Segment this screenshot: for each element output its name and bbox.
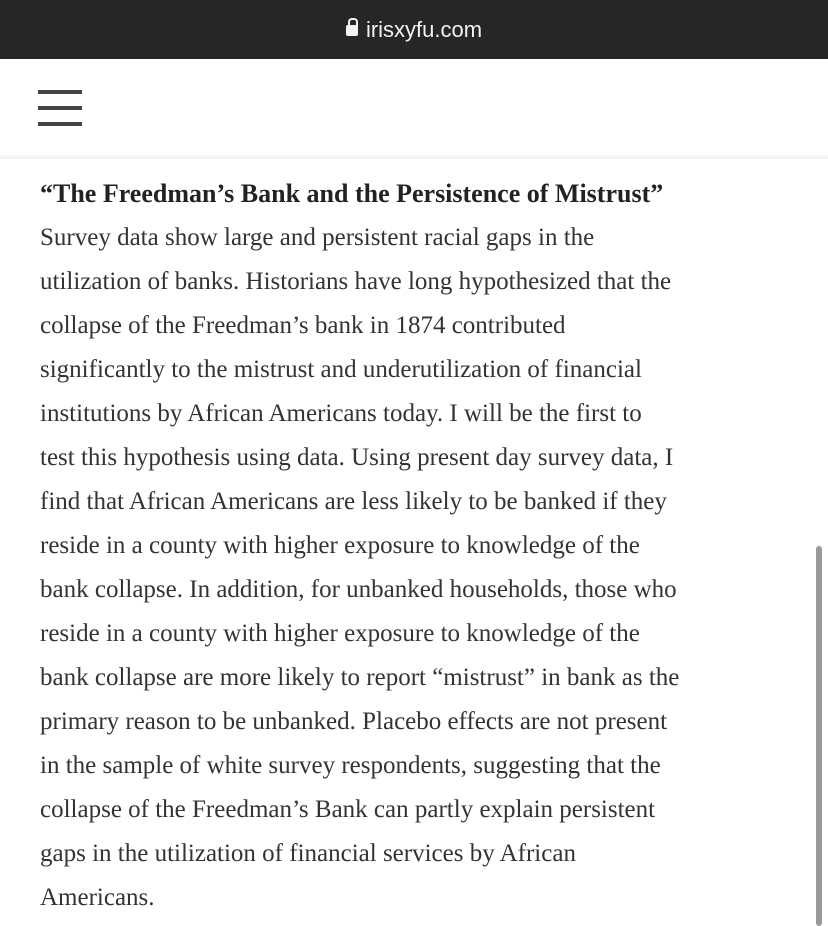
article-body: [40, 216, 810, 920]
article-text-line: bank collapse are more likely to report “mistrust” in bank as the: [40, 664, 680, 691]
browser-address-bar[interactable]: [0, 0, 828, 59]
article-title: “The Freedman’s Bank and the Persistence of Mistrust”: [40, 179, 664, 208]
article-text-line: reside in a county with higher exposure to knowledge of the: [40, 532, 640, 559]
scrollbar[interactable]: [816, 546, 822, 926]
article-text-line: Survey data show large and persistent racial gaps in the: [40, 224, 595, 251]
article-text-line: primary reason to be unbanked. Placebo effects are not present: [40, 708, 668, 735]
article-text-line: reside in a county with higher exposure to knowledge of the: [40, 620, 640, 647]
article-text-line: collapse of the Freedman’s Bank can partly explain persistent: [40, 796, 656, 823]
article-text-line: test this hypothesis using data. Using present day survey data, I: [40, 444, 674, 471]
article: [40, 172, 810, 920]
site-header: [0, 59, 828, 159]
article-text-line: institutions by African Americans today. I will be the first to: [40, 400, 642, 427]
article-text-line: bank collapse. In addition, for unbanked households, those who: [40, 576, 677, 603]
article-text-line: find that African Americans are less likely to be banked if they: [40, 488, 667, 515]
article-text-line: significantly to the mistrust and underutilization of financial: [40, 356, 642, 383]
url-text: irisxyfu.com: [365, 16, 483, 42]
article-text-line: gaps in the utilization of financial services by African: [40, 840, 576, 867]
url-display[interactable]: [346, 17, 482, 43]
article-text-line: Americans.: [40, 884, 155, 911]
lock-icon: [346, 24, 358, 39]
article-text-line: in the sample of white survey respondents, suggesting that the: [40, 752, 661, 779]
article-text-line: utilization of banks. Historians have long hypothesized that the: [40, 268, 672, 295]
article-text-line: collapse of the Freedman’s bank in 1874 contributed: [40, 312, 566, 339]
hamburger-menu-icon[interactable]: [38, 90, 82, 126]
